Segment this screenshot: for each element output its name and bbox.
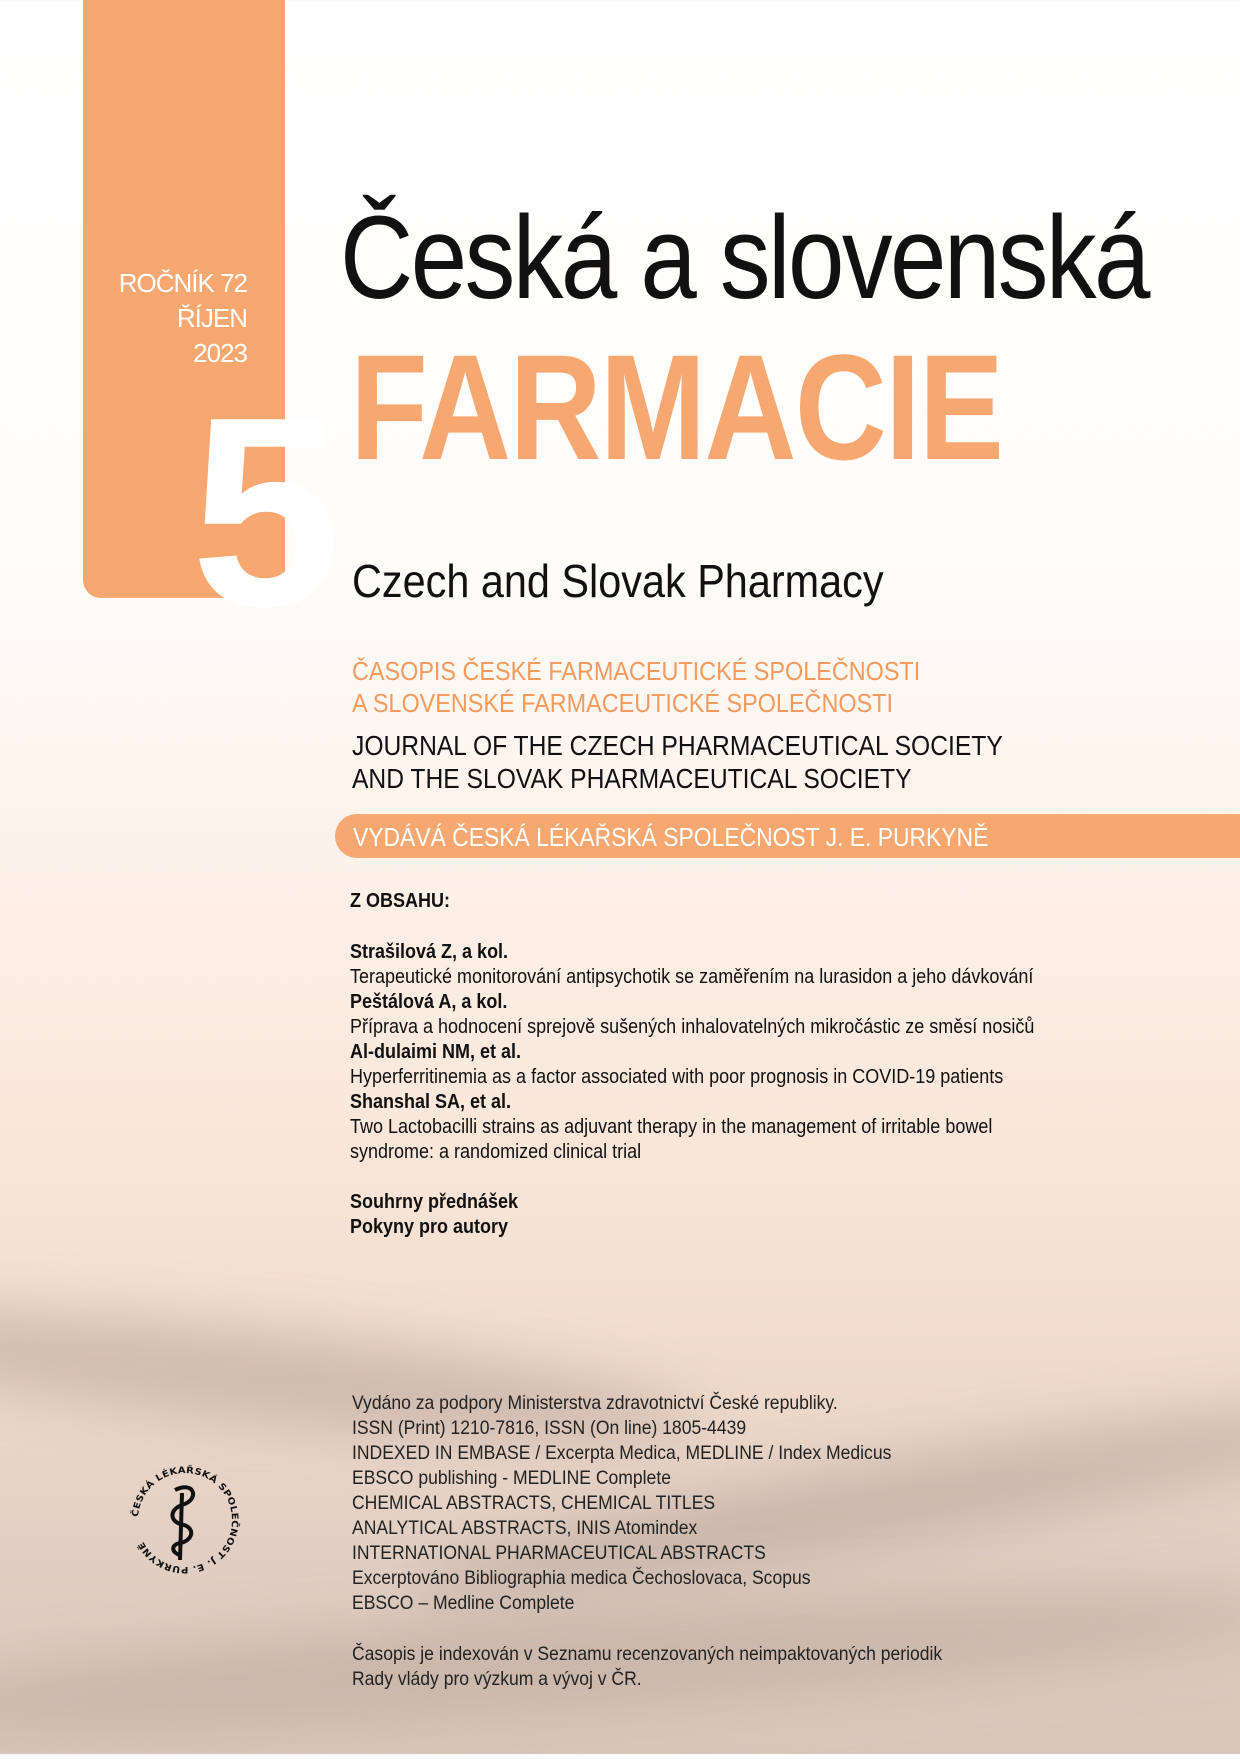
article-title: Hyperferritinemia as a factor associated with poor prognosis in COVID-19 patients xyxy=(350,1066,1004,1088)
footer-line: INTERNATIONAL PHARMACEUTICAL ABSTRACTS xyxy=(352,1542,766,1564)
publisher: VYDÁVÁ ČESKÁ LÉKAŘSKÁ SPOLEČNOST J. E. PURKYNĚ xyxy=(353,822,989,852)
issue-sidebar xyxy=(83,0,342,663)
contents-extra: Pokyny pro autory xyxy=(350,1216,509,1238)
footer-note: Rady vlády pro výzkum a vývoj v ČR. xyxy=(352,1668,642,1690)
staff-of-asclepius-icon xyxy=(172,1487,193,1560)
footer-line: EBSCO publishing - MEDLINE Complete xyxy=(352,1467,671,1489)
article-authors: Strašilová Z, a kol. xyxy=(350,941,509,963)
volume: ROČNÍK 72 xyxy=(118,268,247,298)
article-title-cont: syndrome: a randomized clinical trial xyxy=(350,1141,642,1163)
society-logo xyxy=(120,1455,250,1585)
footer-line: EBSCO – Medline Complete xyxy=(352,1592,575,1614)
society-cz-line1: ČASOPIS ČESKÉ FARMACEUTICKÉ SPOLEČNOSTI xyxy=(352,656,921,686)
footer-note: Časopis je indexován v Seznamu recenzovaných neimpaktovaných periodik xyxy=(352,1643,943,1665)
article-authors: Shanshal SA, et al. xyxy=(350,1091,512,1113)
journal-title-main: FARMACIE xyxy=(350,323,1003,491)
contents-heading: Z OBSAHU: xyxy=(350,890,450,912)
footer-line: Excerptováno Bibliographia medica Čechoslovaca, Scopus xyxy=(352,1567,811,1589)
month: ŘÍJEN xyxy=(176,303,247,333)
society-en-line1: JOURNAL OF THE CZECH PHARMACEUTICAL SOCIETY xyxy=(352,730,1003,761)
footer-line: INDEXED IN EMBASE / Excerpta Medica, MEDLINE / Index Medicus xyxy=(352,1442,892,1464)
issue-number: 5 xyxy=(191,362,342,663)
contents-extra: Souhrny přednášek xyxy=(350,1191,519,1213)
footer-line: Vydáno za podpory Ministerstva zdravotnictví České republiky. xyxy=(352,1392,838,1414)
footer-line: ANALYTICAL ABSTRACTS, INIS Atomindex xyxy=(352,1517,698,1539)
article-title: Terapeutické monitorování antipsychotik se zaměřením na lurasidon a jeho dávkování xyxy=(350,966,1034,988)
journal-subtitle: Czech and Slovak Pharmacy xyxy=(352,555,884,607)
footer-line: ISSN (Print) 1210-7816, ISSN (On line) 1805-4439 xyxy=(352,1417,747,1439)
society-cz-line2: A SLOVENSKÉ FARMACEUTICKÉ SPOLEČNOSTI xyxy=(352,688,893,718)
article-authors: Al-dulaimi NM, et al. xyxy=(350,1041,522,1063)
logo-text: ČESKÁ LÉKAŘSKÁ SPOLEČNOST J. E. PURKYNĚ xyxy=(131,1465,240,1575)
footer-line: CHEMICAL ABSTRACTS, CHEMICAL TITLES xyxy=(352,1492,716,1514)
journal-title: Česká a slovenská xyxy=(340,192,1148,324)
publisher-band xyxy=(335,814,1240,858)
svg-text:ČESKÁ LÉKAŘSKÁ SPOLEČNOST J. E xyxy=(129,1464,241,1574)
article-title: Příprava a hodnocení sprejově sušených inhalovatelných mikročástic ze směsí nosičů xyxy=(350,1016,1035,1038)
year: 2023 xyxy=(193,338,247,368)
article-authors: Peštálová A, a kol. xyxy=(350,991,508,1013)
issue-meta xyxy=(83,266,247,371)
society-en-line2: AND THE SLOVAK PHARMACEUTICAL SOCIETY xyxy=(352,763,912,794)
article-title: Two Lactobacilli strains as adjuvant therapy in the management of irritable bowel xyxy=(350,1116,993,1138)
